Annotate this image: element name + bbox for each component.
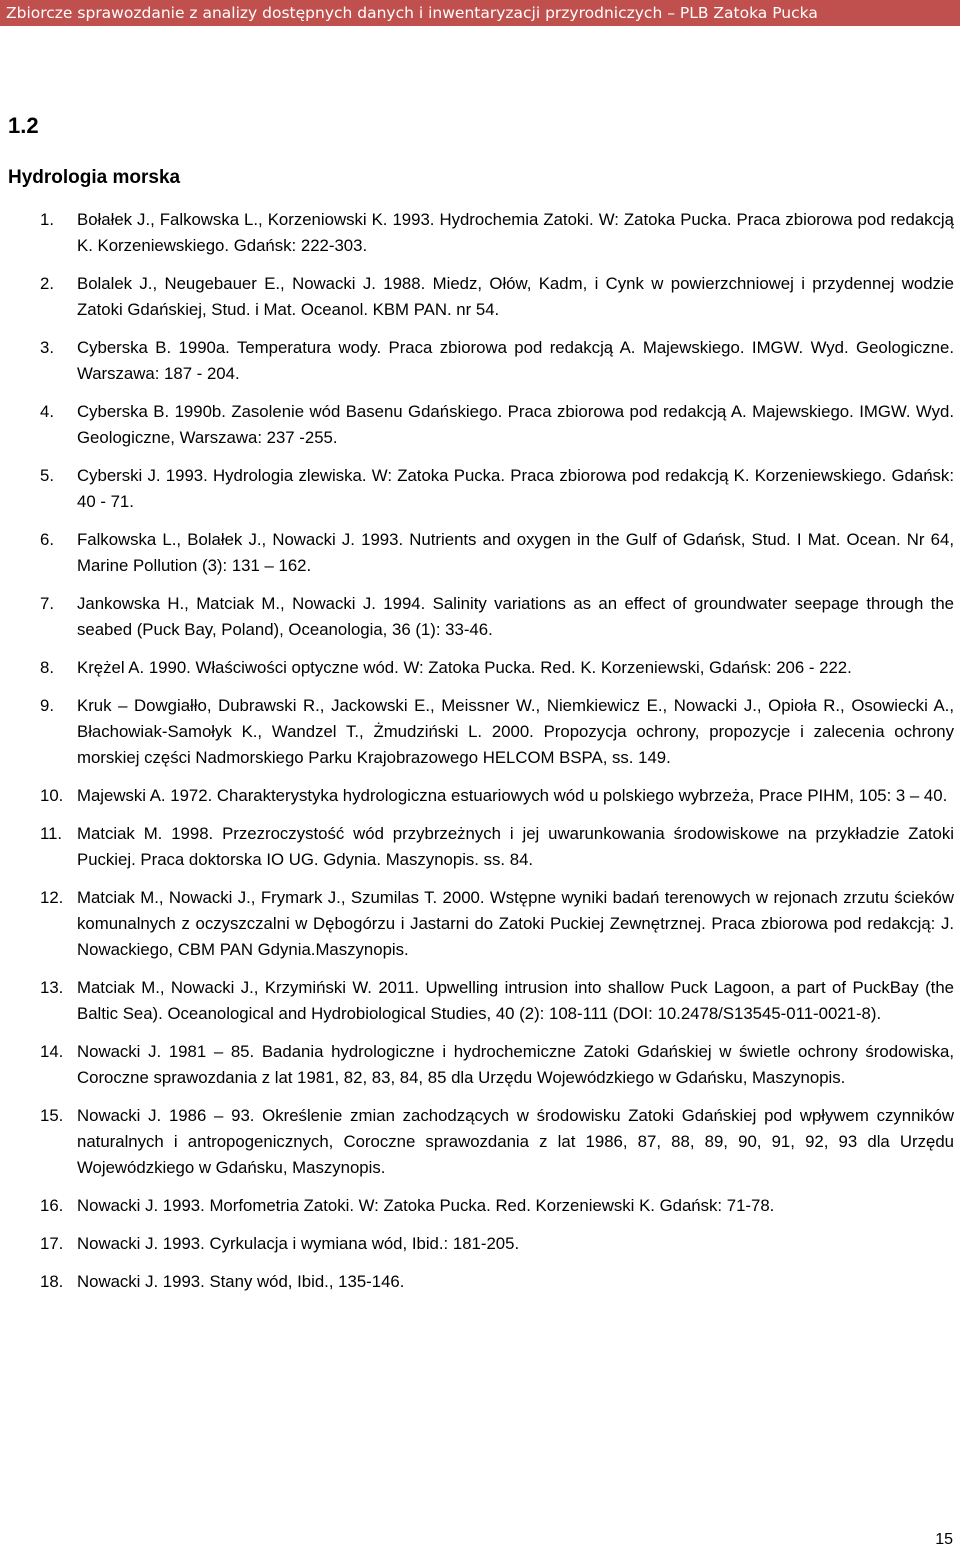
section-number: 1.2 [8,113,39,138]
reference-text: Krężel A. 1990. Właściwości optyczne wód. W: Zatoka Pucka. Red. K. Korzeniewski, Gdańsk: 206 - 222. [77,658,852,677]
reference-item [40,207,954,259]
reference-text: Nowacki J. 1993. Stany wód, Ibid., 135-146. [77,1272,405,1291]
reference-text: Kruk – Dowgiałło, Dubrawski R., Jackowski E., Meissner W., Niemkiewicz E., Nowacki J., Opioła R., Osowiecki A., Błachowiak-Samołyk K., Wandzel T., Żmudziński L. 2000. Propozycja ochrony, propozycje i zalecenia ochrony morskiej części Nadmorskiego Parku Krajobrazowego HELCOM BSPA, ss. 149. [77,696,954,767]
reference-text: Matciak M., Nowacki J., Frymark J., Szumilas T. 2000. Wstępne wyniki badań terenowych w rejonach zrzutu ścieków komunalnych z oczyszczalni w Dębogórzu i Jastarni do Zatoki Puckiej Zewnętrznej. Praca zbiorowa pod redakcją: J. Nowackiego, CBM PAN Gdynia.Maszynopis. [77,888,954,959]
reference-text: Nowacki J. 1993. Morfometria Zatoki. W: Zatoka Pucka. Red. Korzeniewski K. Gdańsk: 71-78. [77,1196,775,1215]
reference-item [40,655,954,681]
reference-text: Cyberski J. 1993. Hydrologia zlewiska. W: Zatoka Pucka. Praca zbiorowa pod redakcją K. Korzeniewskiego. Gdańsk: 40 - 71. [77,466,954,511]
reference-number: 14. [40,1042,64,1061]
reference-item [40,885,954,963]
reference-number: 6. [40,530,54,549]
section-title: Hydrologia morska [8,167,181,188]
reference-text: Matciak M. 1998. Przezroczystość wód przybrzeżnych i jej uwarunkowania środowiskowe na przykładzie Zatoki Puckiej. Praca doktorska IO UG. Gdynia. Maszynopis. ss. 84. [77,824,954,869]
reference-text: Nowacki J. 1993. Cyrkulacja i wymiana wód, Ibid.: 181-205. [77,1234,520,1253]
reference-text: Cyberska B. 1990a. Temperatura wody. Praca zbiorowa pod redakcją A. Majewskiego. IMGW. Wyd. Geologiczne. Warszawa: 187 - 204. [77,338,954,383]
reference-text: Falkowska L., Bolałek J., Nowacki J. 1993. Nutrients and oxygen in the Gulf of Gdańsk, Stud. I Mat. Ocean. Nr 64, Marine Pollution (3): 131 – 162. [77,530,954,575]
reference-text: Jankowska H., Matciak M., Nowacki J. 1994. Salinity variations as an effect of groundwater seepage through the seabed (Puck Bay, Poland), Oceanologia, 36 (1): 33-46. [77,594,954,639]
reference-text: Majewski A. 1972. Charakterystyka hydrologiczna estuariowych wód u polskiego wybrzeża, Prace PIHM, 105: 3 – 40. [77,786,948,805]
reference-item [40,335,954,387]
reference-number: 16. [40,1196,64,1215]
reference-text: Matciak M., Nowacki J., Krzymiński W. 2011. Upwelling intrusion into shallow Puck Lagoon, a part of PuckBay (the Baltic Sea). Oceanological and Hydrobiological Studies, 40 (2): 108-111 (DOI: 10.2478/S13545-011-0021-8). [77,978,954,1023]
reference-number: 4. [40,402,54,421]
reference-item [40,527,954,579]
reference-item [40,1039,954,1091]
reference-number: 2. [40,274,54,293]
reference-number: 11. [40,824,63,843]
reference-number: 13. [40,978,64,997]
reference-item [40,1269,954,1295]
reference-number: 7. [40,594,54,613]
reference-number: 1. [40,210,54,229]
reference-item [40,271,954,323]
reference-text: Nowacki J. 1981 – 85. Badania hydrologiczne i hydrochemiczne Zatoki Gdańskiej w świetle ochrony środowiska, Coroczne sprawozdania z lat 1981, 82, 83, 84, 85 dla Urzędu Wojewódzkiego w Gdańsku, Maszynopis. [77,1042,954,1087]
page-number: 15 [935,1531,953,1548]
reference-item [40,975,954,1027]
reference-number: 17. [40,1234,64,1253]
reference-item [40,1103,954,1181]
reference-number: 9. [40,696,54,715]
reference-number: 12. [40,888,64,907]
reference-item [40,693,954,771]
reference-list [40,207,954,1307]
reference-item [40,821,954,873]
page-header: Zbiorcze sprawozdanie z analizy dostępnych danych i inwentaryzacji przyrodniczych – PLB Zatoka Pucka [0,0,960,26]
reference-item [40,783,954,809]
reference-item [40,1193,954,1219]
reference-item [40,463,954,515]
reference-number: 18. [40,1272,64,1291]
reference-number: 5. [40,466,54,485]
reference-number: 8. [40,658,54,677]
reference-number: 15. [40,1106,64,1125]
reference-item [40,399,954,451]
reference-text: Bołałek J., Falkowska L., Korzeniowski K. 1993. Hydrochemia Zatoki. W: Zatoka Pucka. Praca zbiorowa pod redakcją K. Korzeniewskiego. Gdańsk: 222-303. [77,210,954,255]
reference-item [40,591,954,643]
reference-text: Bolalek J., Neugebauer E., Nowacki J. 1988. Miedz, Ołów, Kadm, i Cynk w powierzchniowej i przydennej wodzie Zatoki Gdańskiej, Stud. i Mat. Oceanol. KBM PAN. nr 54. [77,274,954,319]
reference-number: 10. [40,786,64,805]
reference-number: 3. [40,338,54,357]
reference-text: Nowacki J. 1986 – 93. Określenie zmian zachodzących w środowisku Zatoki Gdańskiej pod wpływem czynników naturalnych i antropogenicznych, Coroczne sprawozdania z lat 1986, 87, 88, 89, 90, 91, 92, 93 dla Urzędu Wojewódzkiego w Gdańsku, Maszynopis. [77,1106,954,1177]
reference-item [40,1231,954,1257]
reference-text: Cyberska B. 1990b. Zasolenie wód Basenu Gdańskiego. Praca zbiorowa pod redakcją A. Majewskiego. IMGW. Wyd. Geologiczne, Warszawa: 237 -255. [77,402,954,447]
